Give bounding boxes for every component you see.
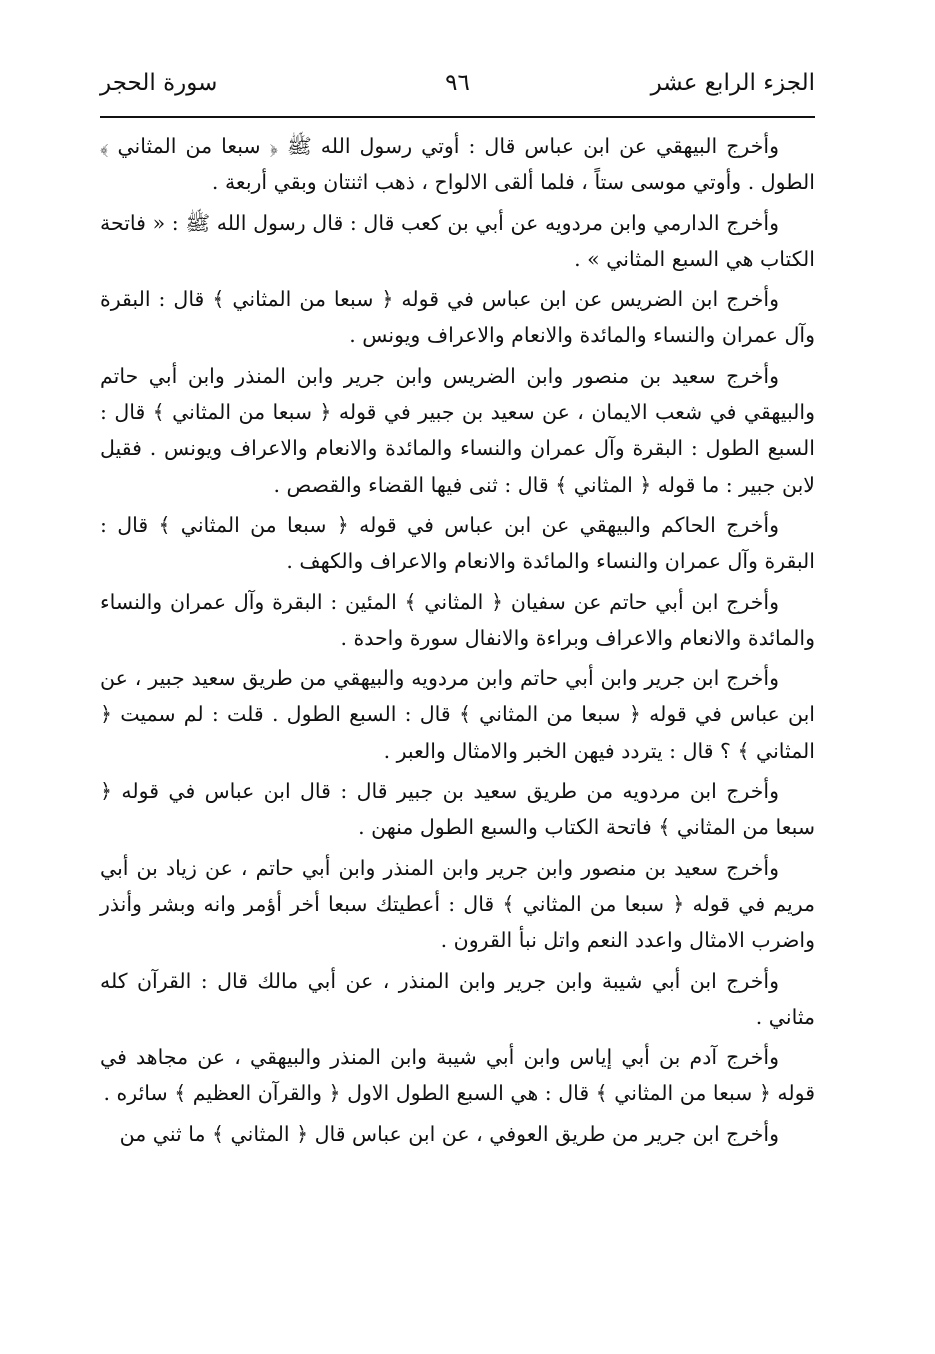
paragraph: وأخرج آدم بن أبي إياس وابن أبي شيبة وابن المنذر والبيهقي ، عن مجاهد في قوله ﴿ سبعا من المثاني ﴾ قال : هي السبع الطول الاول ﴿ والقرآن العظيم ﴾ سائره . <box>100 1045 815 1106</box>
part-title: الجزء الرابع عشر <box>650 70 815 96</box>
running-header <box>100 60 815 116</box>
paragraph: وأخرج ابن جرير وابن أبي حاتم وابن مردويه والبيهقي من طريق سعيد جبير ، عن ابن عباس في قوله ﴿ سبعا من المثاني ﴾ قال : السبع الطول . قلت : لم سميت ﴿ المثاني ﴾ ؟ قال : يتردد فيهن الخبر والامثال والعبر . <box>100 666 815 763</box>
paragraph: وأخرج ابن الضريس عن ابن عباس في قوله ﴿ سبعا من المثاني ﴾ قال : البقرة وآل عمران والنساء والمائدة والانعام والاعراف ويونس . <box>100 287 815 348</box>
surah-title: سورة الحجر <box>100 70 218 96</box>
paragraph: وأخرج ابن أبي شيبة وابن جرير وابن المنذر ، عن أبي مالك قال : القرآن كله مثاني . <box>100 968 815 1029</box>
page-body <box>100 128 815 1152</box>
page-number: ٩٦ <box>445 70 470 96</box>
paragraph: وأخرج سعيد بن منصور وابن الضريس وابن جرير وابن المنذر وابن أبي حاتم والبيهقي في شعب الايمان ، عن سعيد بن جبير في قوله ﴿ سبعا من المثاني ﴾ قال : السبع الطول : البقرة وآل عمران والنساء والمائدة والانعام والاعراف ويونس . فقيل لابن جبير : ما قوله ﴿ المثاني ﴾ قال : ثنى فيها القضاء والقصص . <box>100 363 815 497</box>
paragraph: وأخرج ابن جرير من طريق العوفي ، عن ابن عباس قال ﴿ المثاني ﴾ ما ثني من <box>119 1121 779 1146</box>
paragraph: وأخرج الحاكم والبيهقي عن ابن عباس في قوله ﴿ سبعا من المثاني ﴾ قال : البقرة وآل عمران والنساء والمائدة والانعام والاعراف والكهف . <box>100 512 815 574</box>
paragraph: وأخرج الدارمي وابن مردويه عن أبي بن كعب قال : قال رسول الله ﷺ : « فاتحة الكتاب هي السبع المثاني » . <box>100 210 815 271</box>
book-page <box>100 60 815 1156</box>
paragraph: وأخرج سعيد بن منصور وابن جرير وابن المنذر وابن أبي حاتم ، عن زياد بن أبي مريم في قوله ﴿ سبعا من المثاني ﴾ قال : أعطيتك سبعا أخر أؤمر وانه وبشر وأنذر واضرب الامثال واعدد النعم واتل نبأ القرون . <box>100 855 815 953</box>
header-rule <box>100 116 815 118</box>
paragraph: وأخرج ابن مردويه من طريق سعيد بن جبير قال : قال ابن عباس في قوله ﴿ سبعا من المثاني ﴾ فاتحة الكتاب والسبع الطول منهن . <box>100 779 815 840</box>
paragraph: وأخرج ابن أبي حاتم عن سفيان ﴿ المثاني ﴾ المئين : البقرة وآل عمران والنساء والمائدة والانعام والاعراف وبراءة والانفال سورة واحدة . <box>100 589 815 650</box>
paragraph: وأخرج البيهقي عن ابن عباس قال : أوتي رسول الله ﷺ ﴿ سبعا من المثاني ﴾ الطول . وأوتي موسى ستاً ، فلما ألقى الالواح ، ذهب اثنتان وبقي أربعة . <box>100 134 815 195</box>
